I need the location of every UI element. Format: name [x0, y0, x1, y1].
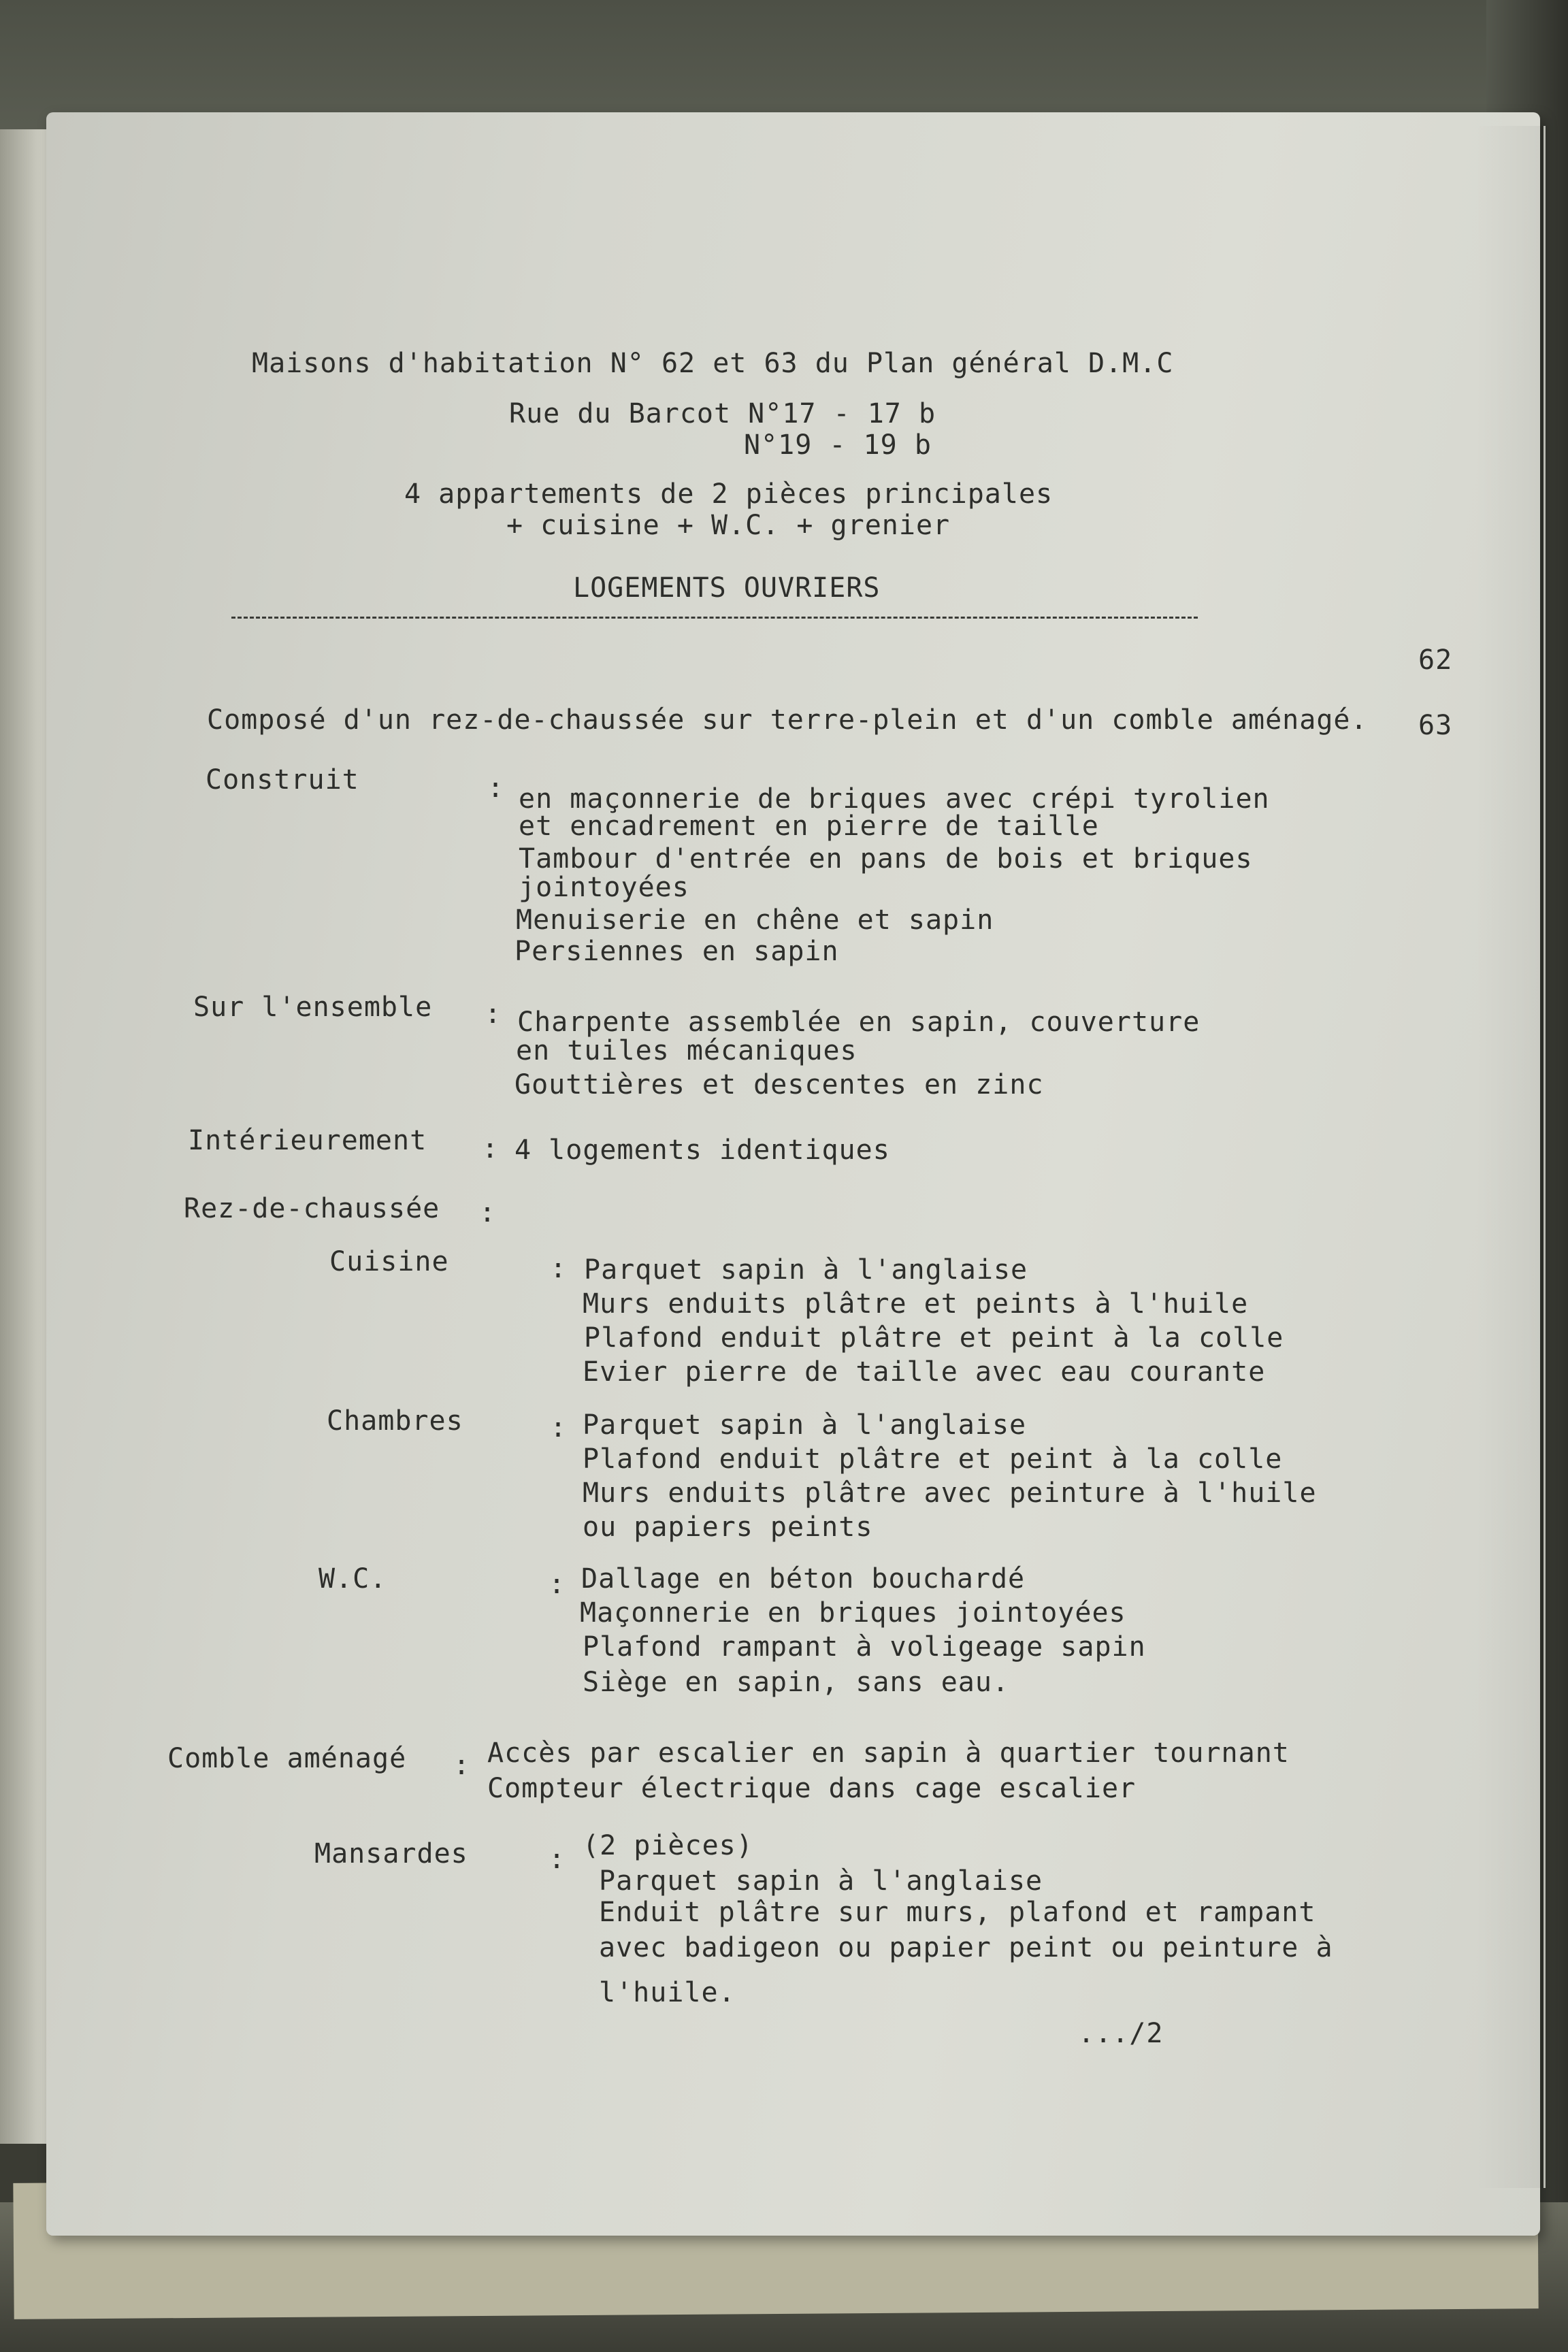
chambres-line-1: Parquet sapin à l'anglaise — [583, 1409, 1027, 1441]
intro-text: Composé d'un rez-de-chaussée sur terre-plein et d'un comble aménagé. — [207, 704, 1368, 736]
wc-line-3: Plafond rampant à voligeage sapin — [583, 1631, 1146, 1663]
colon-comble-amenage: : — [453, 1750, 471, 1781]
wc-line-1: Dallage en béton bouchardé — [581, 1563, 1026, 1595]
colon-wc: : — [549, 1569, 566, 1600]
construit-line-1: en maçonnerie de briques avec crépi tyrolien — [519, 783, 1270, 815]
label-wc: W.C. — [318, 1563, 387, 1595]
chambres-line-4: ou papiers peints — [583, 1512, 873, 1543]
construit-line-5: Menuiserie en chêne et sapin — [516, 904, 994, 936]
apartments-line-2: + cuisine + W.C. + grenier — [506, 510, 951, 541]
cuisine-line-3: Plafond enduit plâtre et peint à la colle — [584, 1322, 1284, 1354]
left-page-edge — [0, 129, 48, 2144]
label-cuisine: Cuisine — [329, 1246, 449, 1277]
street-line-2: N°19 - 19 b — [744, 429, 932, 461]
continuation-marker: .../2 — [1078, 2018, 1164, 2049]
comble-line-2: Compteur électrique dans cage escalier — [487, 1773, 1137, 1804]
chambres-line-3: Murs enduits plâtre avec peinture à l'huile — [583, 1477, 1317, 1509]
interieurement-line-1: 4 logements identiques — [514, 1134, 890, 1166]
label-comble-amenage: Comble aménagé — [167, 1743, 407, 1774]
ensemble-line-1: Charpente assemblée en sapin, couverture — [517, 1007, 1200, 1038]
wc-line-4: Siège en sapin, sans eau. — [583, 1667, 1010, 1698]
margin-number-62: 62 — [1418, 644, 1453, 676]
section-heading: LOGEMENTS OUVRIERS — [573, 572, 881, 604]
label-chambres: Chambres — [327, 1405, 463, 1437]
margin-number-63: 63 — [1418, 710, 1453, 741]
dashed-rule — [231, 617, 1198, 619]
apartments-line-1: 4 appartements de 2 pièces principales — [404, 478, 1054, 510]
label-ensemble: Sur l'ensemble — [193, 992, 433, 1023]
street-line-1: Rue du Barcot N°17 - 17 b — [509, 398, 936, 429]
wc-line-2: Maçonnerie en briques jointoyées — [580, 1597, 1126, 1629]
ensemble-line-2: en tuiles mécaniques — [516, 1035, 858, 1066]
colon-chambres: : — [550, 1412, 568, 1443]
cuisine-line-1: Parquet sapin à l'anglaise — [584, 1254, 1028, 1286]
mansardes-line-3: Enduit plâtre sur murs, plafond et rampant — [599, 1897, 1316, 1928]
construit-line-6: Persiennes en sapin — [514, 936, 839, 967]
label-interieurement: Intérieurement — [188, 1125, 427, 1156]
colon-interieurement: : — [482, 1133, 500, 1164]
colon-cuisine: : — [550, 1253, 568, 1284]
colon-construit: : — [487, 772, 505, 804]
label-mansardes: Mansardes — [314, 1838, 468, 1869]
cuisine-line-2: Murs enduits plâtre et peints à l'huile — [583, 1288, 1249, 1320]
document-title: Maisons d'habitation N° 62 et 63 du Plan général D.M.C — [252, 348, 1174, 379]
label-rez-de-chaussee: Rez-de-chaussée — [184, 1193, 440, 1224]
construit-line-2: et encadrement en pierre de taille — [519, 811, 1099, 842]
chambres-line-2: Plafond enduit plâtre et peint à la colle — [583, 1443, 1283, 1475]
mansardes-line-5: l'huile. — [599, 1977, 736, 2008]
mansardes-line-2: Parquet sapin à l'anglaise — [599, 1865, 1043, 1897]
mansardes-line-1: (2 pièces) — [583, 1830, 753, 1861]
ensemble-line-3: Gouttières et descentes en zinc — [514, 1069, 1044, 1100]
cuisine-line-4: Evier pierre de taille avec eau courante — [583, 1356, 1266, 1388]
colon-rez-de-chaussee: : — [479, 1197, 497, 1228]
construit-line-4: jointoyées — [519, 872, 689, 903]
colon-mansardes: : — [549, 1844, 566, 1875]
construit-line-3: Tambour d'entrée en pans de bois et briques — [519, 843, 1253, 875]
label-construit: Construit — [206, 764, 359, 796]
colon-ensemble: : — [485, 998, 502, 1030]
mansardes-line-4: avec badigeon ou papier peint ou peinture à — [599, 1932, 1333, 1963]
comble-line-1: Accès par escalier en sapin à quartier tournant — [487, 1737, 1290, 1769]
